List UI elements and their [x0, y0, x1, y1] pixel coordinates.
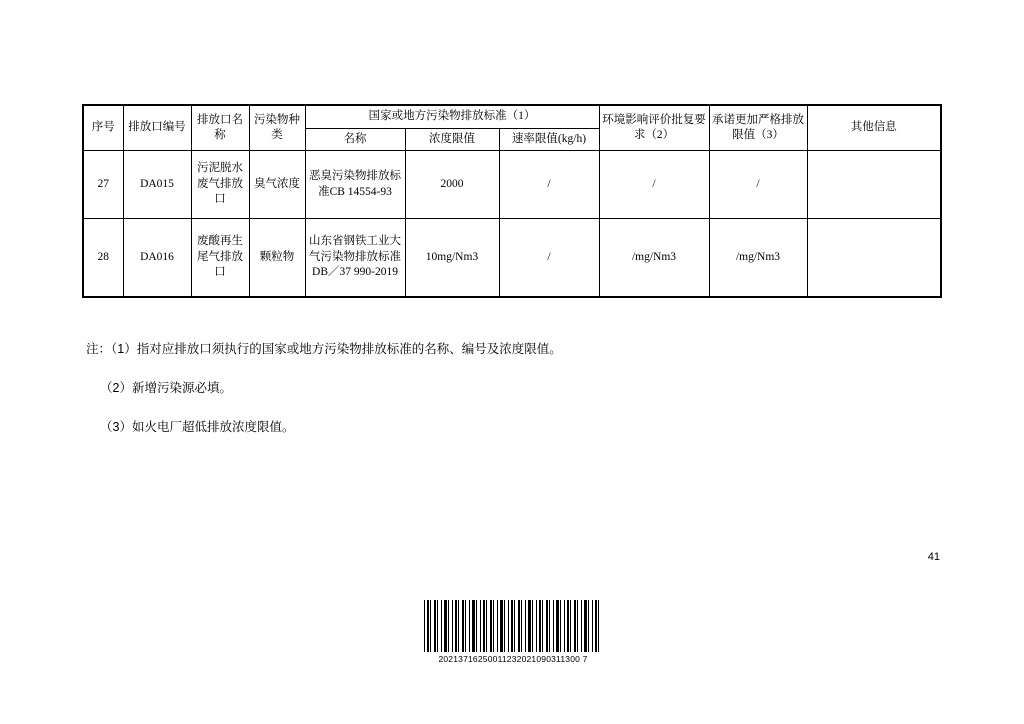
th-eia-requirement: 环境影响评价批复要求（2） [599, 105, 709, 151]
cell-outlet-code: DA015 [123, 151, 191, 219]
th-other-info: 其他信息 [807, 105, 941, 151]
cell-other-info [807, 151, 941, 219]
emission-standards-table-container [82, 104, 940, 298]
th-rate-limit: 速率限值(kg/h) [499, 128, 599, 151]
note-1: 注：（1）指对应排放口须执行的国家或地方污染物排放标准的名称、编号及浓度限值。 [86, 342, 562, 356]
th-promised-stricter: 承诺更加严格排放限值（3） [709, 105, 807, 151]
cell-other-info [807, 219, 941, 297]
table-notes [86, 340, 946, 456]
barcode-bars [424, 600, 602, 652]
th-standard-group: 国家或地方污染物排放标准（1） [305, 105, 599, 128]
barcode [424, 600, 602, 664]
th-outlet-name: 排放口名称 [191, 105, 249, 151]
table-header-row-1 [83, 105, 941, 128]
cell-outlet-name: 废酸再生尾气排放口 [191, 219, 249, 297]
cell-conc-limit: 2000 [405, 151, 499, 219]
table-row [83, 219, 941, 297]
th-standard-name: 名称 [305, 128, 405, 151]
th-outlet-code: 排放口编号 [123, 105, 191, 151]
emission-standards-table [82, 104, 942, 298]
cell-promised-stricter: /mg/Nm3 [709, 219, 807, 297]
page-number: 41 [927, 551, 940, 563]
cell-seq: 28 [83, 219, 123, 297]
cell-eia-requirement: /mg/Nm3 [599, 219, 709, 297]
barcode-number: 20213716250011232021090311300 7 [438, 654, 588, 664]
table-row [83, 151, 941, 219]
th-conc-limit: 浓度限值 [405, 128, 499, 151]
cell-outlet-name: 污泥脱水废气排放口 [191, 151, 249, 219]
cell-pollutant-kind: 颗粒物 [249, 219, 305, 297]
note-3: （3）如火电厂超低排放浓度限值。 [100, 419, 295, 434]
cell-pollutant-kind: 臭气浓度 [249, 151, 305, 219]
table-body [83, 151, 941, 297]
cell-seq: 27 [83, 151, 123, 219]
cell-standard-name: 山东省钢铁工业大气污染物排放标准DB／37 990-2019 [305, 219, 405, 297]
cell-rate-limit: / [499, 219, 599, 297]
cell-standard-name: 恶臭污染物排放标准CB 14554-93 [305, 151, 405, 219]
th-seq: 序号 [83, 105, 123, 151]
note-2: （2）新增污染源必填。 [100, 380, 232, 395]
cell-conc-limit: 10mg/Nm3 [405, 219, 499, 297]
table-header [83, 105, 941, 151]
th-pollutant-kind: 污染物种类 [249, 105, 305, 151]
cell-rate-limit: / [499, 151, 599, 219]
cell-eia-requirement: / [599, 151, 709, 219]
cell-outlet-code: DA016 [123, 219, 191, 297]
cell-promised-stricter: / [709, 151, 807, 219]
